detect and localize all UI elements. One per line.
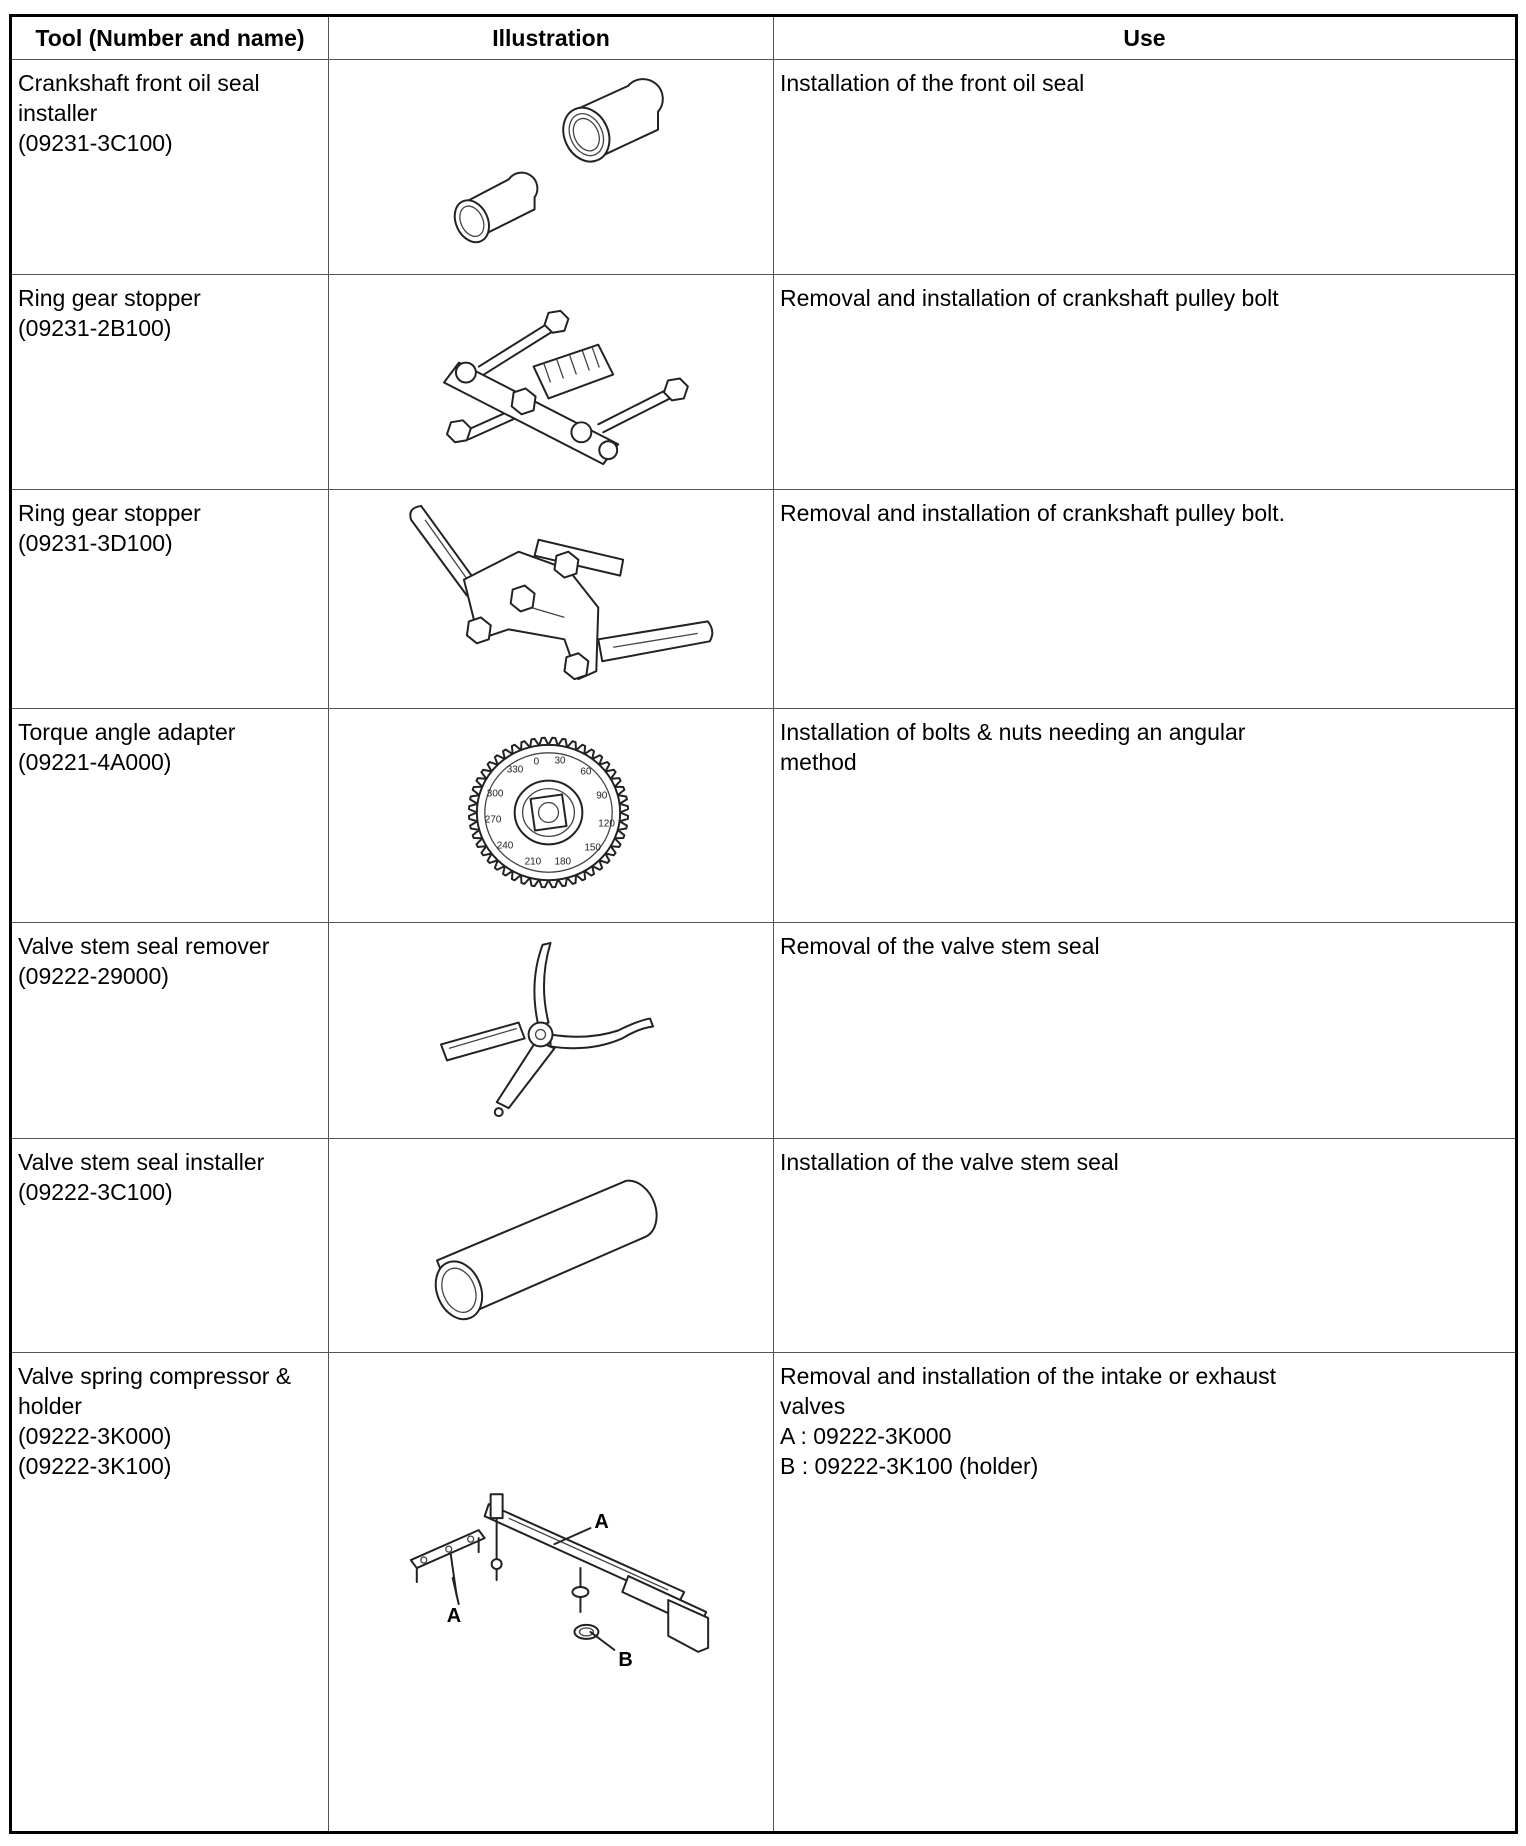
illustration-cell (329, 1353, 774, 1833)
tool-number: (09221-4A000) (18, 749, 172, 775)
table-row (11, 923, 1517, 1139)
callout-a: A (446, 1604, 462, 1627)
illustration-cell (329, 709, 774, 923)
tool-name-cell (11, 275, 329, 490)
table-row (11, 1139, 1517, 1353)
tool-number: (09222-3C100) (18, 1179, 173, 1205)
tool-number: (09231-3D100) (18, 530, 173, 556)
tool-name-line: holder (18, 1393, 82, 1419)
header-illustration: Illustration (329, 16, 774, 60)
illustration-cell (329, 923, 774, 1139)
svg-text:90: 90 (596, 790, 608, 802)
use-cell (774, 1353, 1517, 1833)
tool-name-cell (11, 923, 329, 1139)
oil-seal-installer-icon (329, 60, 773, 274)
use-line: Installation of the valve stem seal (780, 1149, 1119, 1175)
table-row (11, 709, 1517, 923)
use-line: valves (780, 1393, 846, 1419)
svg-text:30: 30 (554, 755, 566, 767)
table-row (11, 490, 1517, 709)
tool-name-cell (11, 490, 329, 709)
table-row (11, 1353, 1517, 1833)
illustration-cell (329, 60, 774, 275)
illustration-cell (329, 1139, 774, 1353)
valve-spring-compressor-icon (329, 1353, 773, 1831)
use-cell (774, 275, 1517, 490)
tool-name-cell (11, 1139, 329, 1353)
tool-name: Valve stem seal installer (18, 1149, 265, 1175)
header-tool: Tool (Number and name) (11, 16, 329, 60)
tool-name-line: Valve spring compressor & (18, 1363, 292, 1389)
tool-name-cell (11, 709, 329, 923)
tool-name: Valve stem seal remover (18, 933, 270, 959)
use-line: Removal of the valve stem seal (780, 933, 1100, 959)
use-cell (774, 923, 1517, 1139)
use-line: Installation of the front oil seal (780, 70, 1085, 96)
pliers-icon (329, 923, 773, 1138)
tube-installer-icon (329, 1139, 773, 1352)
use-cell (774, 1139, 1517, 1353)
svg-text:60: 60 (580, 766, 592, 778)
svg-text:120: 120 (598, 818, 615, 830)
tool-name-cell (11, 60, 329, 275)
svg-text:150: 150 (584, 842, 601, 854)
tool-number: (09231-2B100) (18, 315, 172, 341)
illustration-cell (329, 490, 774, 709)
callout-a: A (594, 1511, 609, 1534)
use-cell (774, 60, 1517, 275)
tool-number: (09231-3C100) (18, 130, 173, 156)
illustration-cell (329, 275, 774, 490)
tool-name-cell (11, 1353, 329, 1833)
use-line: A : 09222-3K000 (780, 1423, 952, 1449)
table-header-row (11, 16, 1517, 60)
tool-number: (09222-3K000) (18, 1423, 172, 1449)
table-row (11, 275, 1517, 490)
use-line: Removal and installation of the intake or exhaust (780, 1363, 1277, 1389)
use-line: method (780, 749, 857, 775)
svg-text:330: 330 (506, 764, 524, 776)
special-tools-table (9, 14, 1518, 1834)
use-cell (774, 709, 1517, 923)
tool-number: (09222-29000) (18, 963, 169, 989)
tool-number: (09222-3K100) (18, 1453, 172, 1479)
callout-b: B (618, 1648, 633, 1671)
use-line: Removal and installation of crankshaft pulley bolt (780, 285, 1279, 311)
use-line: Removal and installation of crankshaft pulley bolt. (780, 500, 1286, 526)
table-row (11, 60, 1517, 275)
use-line: Installation of bolts & nuts needing an angular (780, 719, 1246, 745)
ring-gear-stopper-icon (329, 275, 773, 489)
svg-text:300: 300 (486, 788, 504, 800)
tool-name: Ring gear stopper (18, 285, 201, 311)
use-cell (774, 490, 1517, 709)
torque-angle-dial-icon (329, 709, 773, 922)
svg-text:180: 180 (554, 856, 572, 868)
header-use: Use (774, 16, 1517, 60)
svg-text:270: 270 (484, 814, 502, 826)
svg-text:240: 240 (496, 840, 514, 852)
use-line: B : 09222-3K100 (holder) (780, 1453, 1039, 1479)
svg-text:0: 0 (533, 756, 540, 768)
ring-gear-stopper-adjustable-icon (329, 490, 773, 708)
svg-text:210: 210 (524, 856, 542, 868)
tool-name: Torque angle adapter (18, 719, 236, 745)
tool-name: Ring gear stopper (18, 500, 201, 526)
tool-name: Crankshaft front oil seal installer (18, 70, 260, 126)
